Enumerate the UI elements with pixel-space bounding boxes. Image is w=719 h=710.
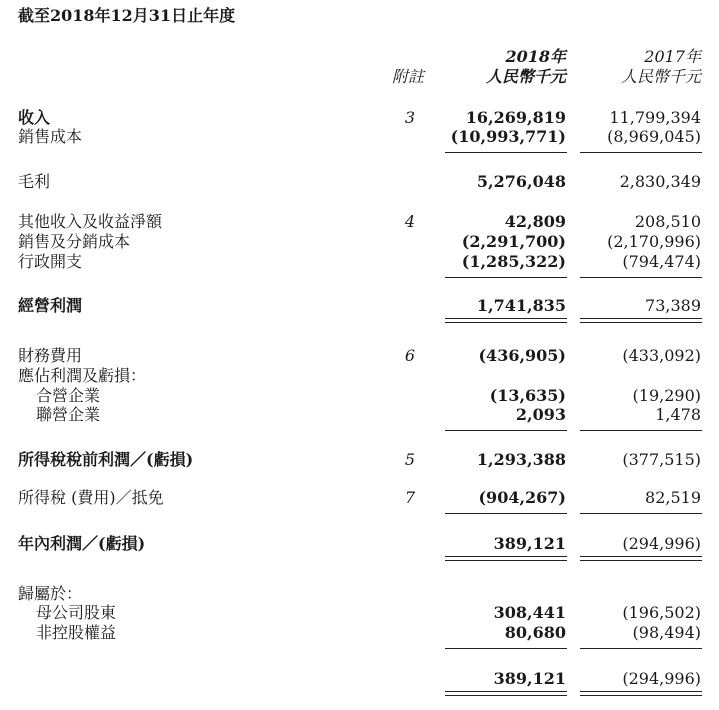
- row-2017-revenue: 11,799,394: [609, 108, 701, 127]
- row-label-profit-before-tax: 所得稅稅前利潤／(虧損): [18, 450, 194, 469]
- row-label-operating-profit: 經營利潤: [18, 296, 83, 315]
- row-2018-gross-profit: 5,276,048: [476, 172, 566, 191]
- row-2018-income-tax: (904,267): [478, 488, 566, 507]
- double-underline-2017: [580, 322, 702, 323]
- row-2018-associates: 2,093: [515, 405, 566, 424]
- col-2017-year-header: 2017年: [644, 47, 701, 66]
- row-label-revenue: 收入: [18, 108, 51, 127]
- row-label-finance-costs: 財務費用: [18, 346, 83, 365]
- underline-2018: [445, 648, 567, 649]
- row-note-income-tax: 7: [404, 488, 416, 507]
- row-label-income-tax: 所得稅 (費用)／抵免: [18, 488, 164, 507]
- row-label-attributable-to: 歸屬於：: [18, 584, 83, 603]
- row-2018-profit-for-year: 389,121: [493, 534, 566, 553]
- row-2017-selling-costs: (2,170,996): [607, 232, 701, 251]
- double-underline-2017: [580, 318, 702, 319]
- double-underline-2017: [580, 560, 702, 561]
- row-label-associates: 聯營企業: [36, 405, 101, 424]
- row-2017-associates: 1,478: [655, 405, 701, 424]
- row-label-share-of-profits: 應佔利潤及虧損：: [18, 366, 147, 385]
- row-2017-owners-of-parent: (196,502): [622, 603, 701, 622]
- underline-2017: [580, 648, 702, 649]
- row-label-non-controlling-interests: 非控股權益: [36, 623, 117, 642]
- double-underline-2018: [445, 695, 567, 696]
- row-2017-attributable-total: (294,996): [622, 669, 701, 688]
- row-2018-operating-profit: 1,741,835: [476, 296, 566, 315]
- row-2018-selling-costs: (2,291,700): [461, 232, 566, 251]
- row-2018-finance-costs: (436,905): [478, 346, 566, 365]
- row-2018-admin-expenses: (1,285,322): [461, 252, 566, 271]
- row-label-profit-for-year: 年內利潤／(虧損): [18, 534, 146, 553]
- underline-2018: [445, 152, 567, 153]
- double-underline-2018: [445, 691, 567, 692]
- row-2018-owners-of-parent: 308,441: [493, 603, 566, 622]
- double-underline-2018: [445, 556, 567, 557]
- row-2018-revenue: 16,269,819: [465, 108, 566, 127]
- statement-period-title: 截至2018年12月31日止年度: [18, 6, 236, 25]
- row-label-owners-of-parent: 母公司股東: [36, 603, 117, 622]
- row-2018-other-income: 42,809: [504, 212, 566, 231]
- underline-2018: [445, 277, 567, 278]
- col-2018-unit-header: 人民幣千元: [485, 67, 566, 86]
- underline-2017: [580, 152, 702, 153]
- row-label-other-income: 其他收入及收益淨額: [18, 212, 163, 231]
- row-label-cost-of-sales: 銷售成本: [18, 127, 83, 146]
- double-underline-2018: [445, 318, 567, 319]
- underline-2018: [445, 513, 567, 514]
- row-note-finance-costs: 6: [404, 346, 416, 365]
- row-2018-cost-of-sales: (10,993,771): [450, 127, 566, 146]
- underline-2017: [580, 277, 702, 278]
- row-note-profit-before-tax: 5: [404, 450, 416, 469]
- row-label-gross-profit: 毛利: [18, 172, 51, 191]
- underline-2018: [445, 430, 567, 431]
- row-2018-non-controlling-interests: 80,680: [504, 623, 566, 642]
- col-2017-unit-header: 人民幣千元: [620, 67, 701, 86]
- row-2017-other-income: 208,510: [634, 212, 701, 231]
- row-2017-cost-of-sales: (8,969,045): [607, 127, 701, 146]
- row-2017-profit-for-year: (294,996): [622, 534, 701, 553]
- underline-2017: [580, 430, 702, 431]
- double-underline-2018: [445, 560, 567, 561]
- row-note-other-income: 4: [404, 212, 416, 231]
- row-2017-admin-expenses: (794,474): [622, 252, 701, 271]
- row-2018-joint-ventures: (13,635): [489, 386, 566, 405]
- row-2018-attributable-total: 389,121: [493, 669, 566, 688]
- row-2017-finance-costs: (433,092): [622, 346, 701, 365]
- double-underline-2017: [580, 691, 702, 692]
- underline-2017: [580, 513, 702, 514]
- double-underline-2017: [580, 695, 702, 696]
- row-label-joint-ventures: 合營企業: [36, 386, 101, 405]
- col-2018-year-header: 2018年: [505, 47, 566, 66]
- row-note-revenue: 3: [404, 108, 416, 127]
- row-2017-joint-ventures: (19,290): [632, 386, 701, 405]
- row-2017-non-controlling-interests: (98,494): [632, 623, 701, 642]
- double-underline-2017: [580, 556, 702, 557]
- row-2017-gross-profit: 2,830,349: [619, 172, 701, 191]
- note-column-header: 附註: [392, 67, 425, 86]
- row-2017-profit-before-tax: (377,515): [622, 450, 701, 469]
- double-underline-2018: [445, 322, 567, 323]
- row-label-selling-costs: 銷售及分銷成本: [18, 232, 131, 251]
- row-label-admin-expenses: 行政開支: [18, 252, 83, 271]
- row-2018-profit-before-tax: 1,293,388: [476, 450, 566, 469]
- row-2017-operating-profit: 73,389: [645, 296, 701, 315]
- row-2017-income-tax: 82,519: [645, 488, 701, 507]
